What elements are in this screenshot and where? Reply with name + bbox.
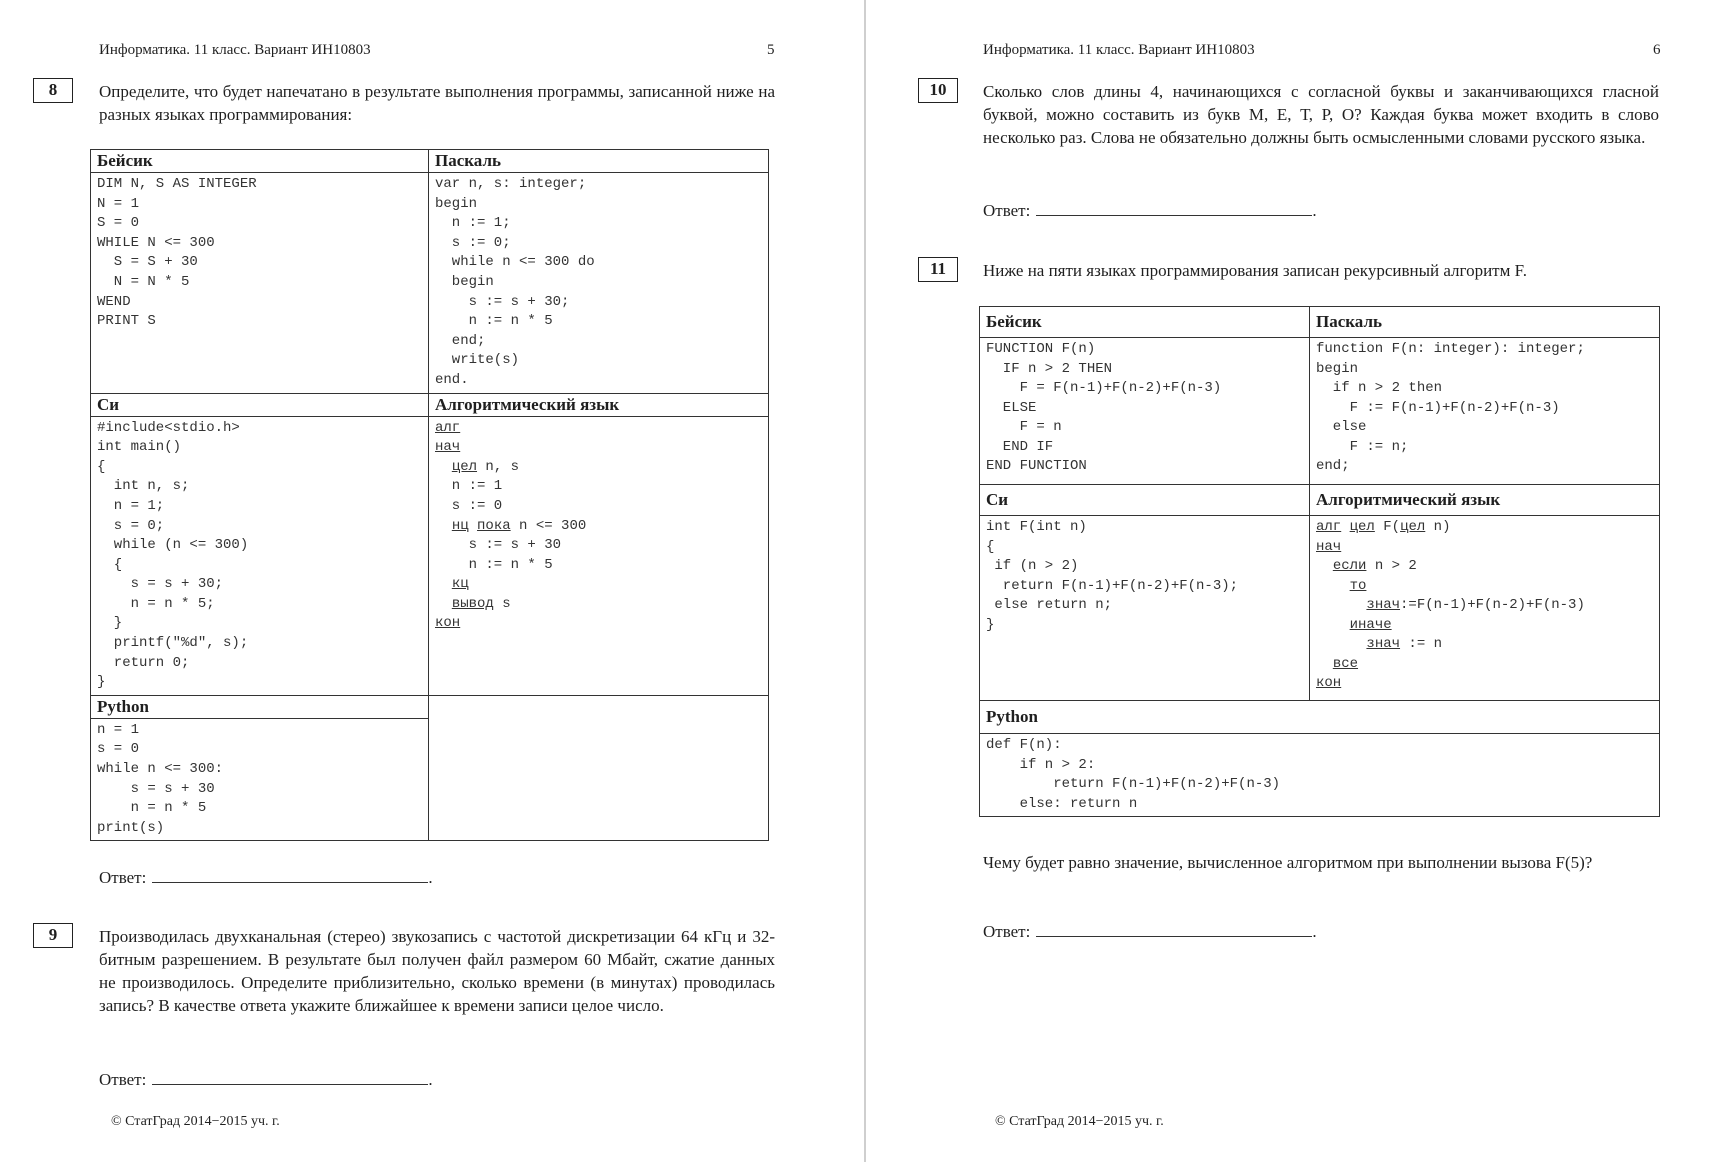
- question-9-number: 9: [33, 923, 73, 948]
- question-11-question: Чему будет равно значение, вычисленное алгоритмом при выполнении вызова F(5)?: [983, 853, 1593, 872]
- answer-label: Ответ:: [983, 201, 1031, 220]
- c-heading: Си: [980, 485, 1310, 516]
- page-number: 6: [1653, 42, 1661, 58]
- question-10-answer: Ответ: .: [983, 201, 1317, 220]
- pascal-heading: Паскаль: [429, 150, 769, 173]
- python-code-cell: [980, 734, 1660, 817]
- c-code-cell: [91, 416, 429, 695]
- question-8-answer: Ответ: .: [99, 868, 433, 887]
- alg-heading: Алгоритмический язык: [429, 393, 769, 416]
- basic-code-cell: [980, 338, 1310, 485]
- basic-heading: Бейсик: [91, 150, 429, 173]
- python-code-cell: [91, 718, 429, 841]
- page-footer: © СтатГрад 2014−2015 уч. г.: [995, 1114, 1164, 1129]
- answer-label: Ответ:: [983, 922, 1031, 941]
- c-code: int F(int n) { if (n > 2) return F(n-1)+F(n-2)+F(n-3); else return n; }: [986, 519, 1239, 633]
- pascal-code: function F(n: integer): integer; begin if n > 2 then F := F(n-1)+F(n-2)+F(n-3) else F := n; end;: [1316, 341, 1585, 474]
- page-right: [880, 0, 1716, 1162]
- question-10-text: Сколько слов длины 4, начинающихся с согласной буквы и заканчивающихся гласной буквой, можно составить из букв М, Е, Т, Р, О? Каждая буква может входить в слово несколько раз. Слова не обязательно должны быть осмысленными словами русского языка.: [983, 82, 1659, 147]
- basic-heading: Бейсик: [980, 307, 1310, 338]
- python-code: def F(n): if n > 2: return F(n-1)+F(n-2)+F(n-3) else: return n: [986, 737, 1281, 812]
- basic-code-cell: [91, 173, 429, 394]
- question-11-answer: Ответ: .: [983, 922, 1317, 941]
- answer-line[interactable]: [1036, 922, 1312, 937]
- answer-line[interactable]: [1036, 201, 1312, 216]
- answer-line[interactable]: [152, 1070, 428, 1085]
- pascal-code-cell: [1310, 338, 1660, 485]
- pascal-heading: Паскаль: [1310, 307, 1660, 338]
- alg-code-cell: [1310, 516, 1660, 701]
- c-heading: Си: [91, 393, 429, 416]
- alg-code-cell: [429, 416, 769, 695]
- basic-code: FUNCTION F(n) IF n > 2 THEN F = F(n-1)+F(n-2)+F(n-3) ELSE F = n END IF END FUNCTION: [986, 341, 1222, 474]
- alg-code: алг цел F(цел n) нач если n > 2 то знач:=F(n-1)+F(n-2)+F(n-3) иначе знач := n все кон: [1316, 519, 1585, 691]
- python-code: n = 1 s = 0 while n <= 300: s = s + 30 n = n * 5 print(s): [97, 721, 224, 836]
- alg-heading: Алгоритмический язык: [1310, 485, 1660, 516]
- alg-code: алг нач цел n, s n := 1 s := 0 нц пока n <= 300 s := s + 30 n := n * 5 кц вывод s кон: [435, 419, 587, 632]
- python-heading: Python: [91, 695, 429, 718]
- answer-label: Ответ:: [99, 868, 147, 887]
- pascal-code-cell: [429, 173, 769, 394]
- question-10-number: 10: [918, 78, 958, 103]
- question-11-text: Ниже на пяти языках программирования записан рекурсивный алгоритм F.: [983, 261, 1527, 280]
- c-code: #include<stdio.h> int main() { int n, s; n = 1; s = 0; while (n <= 300) { s = s + 30; n = n * 5; } printf("%d", s); return 0; }: [97, 419, 249, 691]
- c-code-cell: [980, 516, 1310, 701]
- question-9-text: Производилась двухканальная (стерео) звукозапись с частотой дискретизации 64 кГц и 32-битным разрешением. В результате был получен файл размером 60 Мбайт, сжатие данных не производилось. Определите приблизительно, сколько времени (в минутах) проводилась запись? В качестве ответа укажите ближайшее к времени записи целое число.: [99, 927, 775, 1015]
- answer-label: Ответ:: [99, 1070, 147, 1089]
- pascal-code: var n, s: integer; begin n := 1; s := 0; while n <= 300 do begin s := s + 30; n := n * 5 end; write(s) end.: [435, 176, 595, 388]
- basic-code: DIM N, S AS INTEGER N = 1 S = 0 WHILE N <= 300 S = S + 30 N = N * 5 WEND PRINT S: [97, 176, 257, 330]
- python-heading: Python: [980, 701, 1660, 734]
- empty-cell: [429, 695, 769, 841]
- page-divider: [864, 0, 866, 1162]
- question-8-code-table: [90, 149, 769, 841]
- question-11-number: 11: [918, 257, 958, 282]
- answer-line[interactable]: [152, 868, 428, 883]
- question-8-number: 8: [33, 78, 73, 103]
- question-8-text: Определите, что будет напечатано в результате выполнения программы, записанной ниже на разных языках программирования:: [99, 82, 775, 124]
- page-footer: © СтатГрад 2014−2015 уч. г.: [111, 1114, 280, 1129]
- page-header: Информатика. 11 класс. Вариант ИН10803: [983, 42, 1255, 58]
- question-11-code-table: [979, 306, 1660, 817]
- page-header: Информатика. 11 класс. Вариант ИН10803: [99, 42, 371, 58]
- page-number: 5: [767, 42, 775, 58]
- question-9-answer: Ответ: .: [99, 1070, 433, 1089]
